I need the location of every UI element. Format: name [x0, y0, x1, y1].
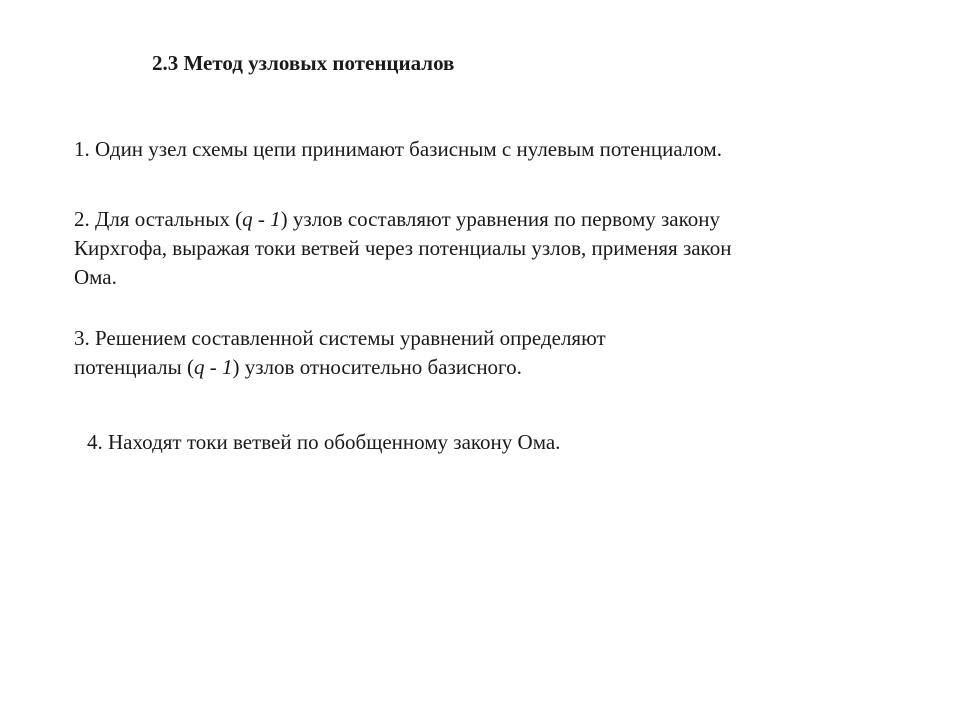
- step-2-text-b: ) узлов составляют уравнения по первому закону: [280, 207, 721, 231]
- step-3-line-1: 3. Решением составленной системы уравнений определяют: [74, 326, 606, 350]
- step-2-line-3: Ома.: [74, 265, 117, 289]
- step-2-variable: q - 1: [242, 207, 281, 231]
- step-1: [74, 135, 722, 164]
- step-2-text-a: 2. Для остальных (: [74, 207, 243, 231]
- step-2-line-2: Кирхгофа, выражая токи ветвей через потенциалы узлов, применяя закон: [74, 236, 732, 260]
- step-3-line-2: [74, 353, 606, 382]
- step-1-line-1: 1. Один узел схемы цепи принимают базисным с нулевым потенциалом.: [74, 137, 722, 161]
- step-3: [74, 324, 606, 382]
- step-2: [74, 205, 731, 292]
- step-3-variable: q - 1: [194, 355, 233, 379]
- step-3-text-b: ) узлов относительно базисного.: [232, 355, 522, 379]
- step-3-text-a: потенциалы (: [74, 355, 195, 379]
- slide-title: 2.3 Метод узловых потенциалов: [152, 51, 455, 75]
- step-4: [87, 428, 560, 457]
- step-4-line-1: 4. Находят токи ветвей по обобщенному закону Ома.: [87, 430, 561, 454]
- step-2-line-1: [74, 205, 731, 234]
